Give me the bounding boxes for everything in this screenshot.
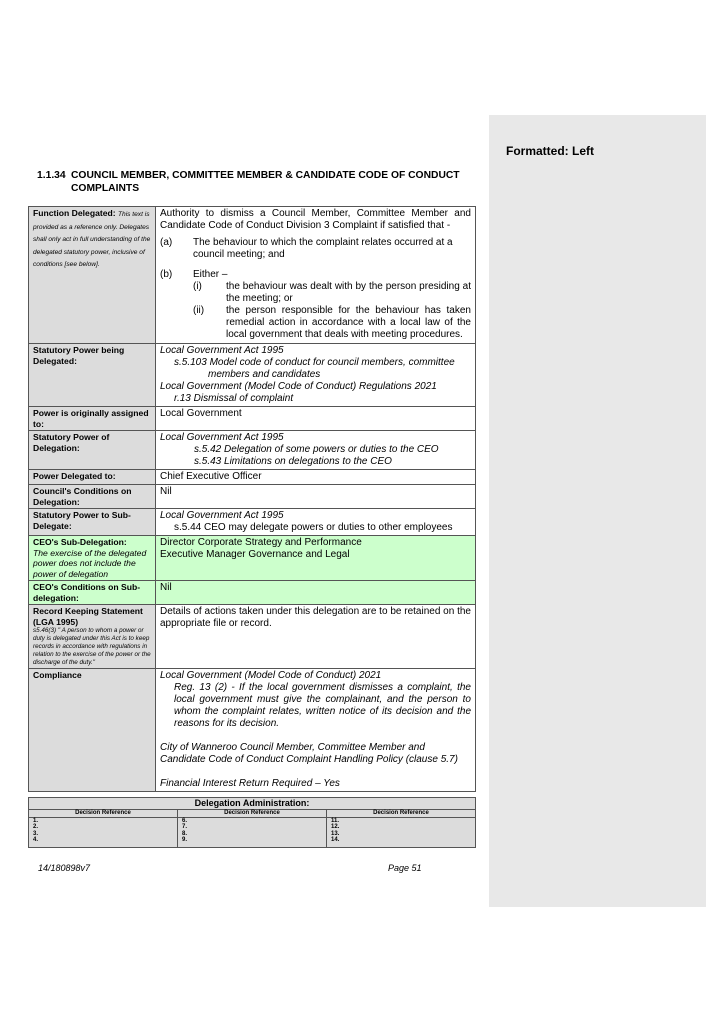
- function-item-b: (b) Either –: [160, 269, 228, 280]
- row-assigned: [29, 407, 476, 431]
- label-record: Record Keeping Statement (LGA 1995) s5.46(3) " A person to whom a power or duty is delegated under this Act is to keep records in accordance with regulations in relation to the exercise of the power or the discharge of the duty.": [29, 605, 156, 669]
- value-statutory-delegation: Local Government Act 1995 s.5.42 Delegation of some powers or duties to the CEO s.5.43 Limitations on delegations to the CEO: [156, 431, 476, 470]
- label-delegated-to: Power Delegated to:: [29, 470, 156, 485]
- row-statutory-delegation: [29, 431, 476, 470]
- value-council-conditions: Nil: [156, 485, 476, 509]
- label-sub-delegate: Statutory Power to Sub-Delegate:: [29, 509, 156, 536]
- function-note: This text is provided as a reference only. Delegates shall only act in full understanding of the delegated statutory power, inclusive of conditions [see below].: [33, 211, 151, 268]
- label-statutory-delegation: Statutory Power of Delegation:: [29, 431, 156, 470]
- row-function: [29, 207, 476, 344]
- comment-pane: [489, 115, 706, 907]
- admin-col-header-1: Decision Reference: [29, 810, 178, 818]
- admin-col-2: 6. 7. 8. 9.: [178, 817, 327, 847]
- label-council-conditions: Council's Conditions on Delegation:: [29, 485, 156, 509]
- function-item-ii: (ii) the person responsible for the behaviour has taken remedial action in accordance with a local law of the local government that deals with meeting procedures.: [193, 305, 471, 340]
- value-assigned: Local Government: [156, 407, 476, 431]
- row-compliance: [29, 669, 476, 792]
- delegation-table: [28, 206, 476, 792]
- row-sub-delegate: [29, 509, 476, 536]
- row-ceo-conditions: [29, 581, 476, 605]
- row-delegated-to: [29, 470, 476, 485]
- function-item-a: (a) The behaviour to which the complaint relates occurred at a council meeting; and: [160, 237, 453, 260]
- label-statutory: Statutory Power being Delegated:: [29, 344, 156, 407]
- label-assigned: Power is originally assigned to:: [29, 407, 156, 431]
- admin-title: Delegation Administration:: [29, 798, 476, 810]
- label-ceo-sub: CEO's Sub-Delegation: The exercise of the delegated power does not include the power of delegation: [29, 536, 156, 581]
- admin-col-header-3: Decision Reference: [327, 810, 476, 818]
- value-statutory: Local Government Act 1995 s.5.103 Model code of conduct for council members, committee members and candidates Local Government (Model Code of Conduct) Regulations 2021 r.13 Dismissal of complaint: [156, 344, 476, 407]
- label-ceo-conditions: CEO's Conditions on Sub-delegation:: [29, 581, 156, 605]
- admin-col-1: 1. 2. 3. 4.: [29, 817, 178, 847]
- section-title: COUNCIL MEMBER, COMMITTEE MEMBER & CANDIDATE CODE OF CONDUCT COMPLAINTS: [71, 170, 460, 194]
- record-note: s5.46(3) " A person to whom a power or duty is delegated under this Act is to keep records in accordance with regulations in relation to the exercise of the power or the discharge of the duty.": [33, 627, 151, 666]
- value-sub-delegate: Local Government Act 1995 s.5.44 CEO may delegate powers or duties to other employees: [156, 509, 476, 536]
- value-ceo-sub: Director Corporate Strategy and Performance Executive Manager Governance and Legal: [156, 536, 476, 581]
- value-compliance: Local Government (Model Code of Conduct) 2021 Reg. 13 (2) - If the local government dismisses a complaint, the local government must give the complainant, and the person to whom the complaint relates, written notice of its decision and the reasons for its decision. City of Wanneroo Council Member, Committee Member and Candidate Code of Conduct Complaint Handling Policy (clause 5.7) Financial Interest Return Required – Yes: [156, 669, 476, 792]
- document-reference: 14/180898v7: [38, 863, 91, 873]
- value-delegated-to: Chief Executive Officer: [156, 470, 476, 485]
- row-council-conditions: [29, 485, 476, 509]
- ceo-sub-note: The exercise of the delegated power does not include the power of delegation: [33, 547, 147, 579]
- section-number: 1.1.34: [37, 170, 66, 181]
- comment-title: Formatted: Left: [506, 144, 594, 158]
- page-number: Page 51: [388, 863, 422, 873]
- admin-col-header-2: Decision Reference: [178, 810, 327, 818]
- value-ceo-conditions: Nil: [156, 581, 476, 605]
- value-record: Details of actions taken under this delegation are to be retained on the appropriate file or record.: [156, 605, 476, 669]
- admin-col-3: 11. 12. 13. 14.: [327, 817, 476, 847]
- value-function: [156, 207, 476, 344]
- function-item-i: (i) the behaviour was dealt with by the person presiding at the meeting; or: [193, 281, 471, 304]
- function-intro: Authority to dismiss a Council Member, Committee Member and Candidate Code of Conduct Division 3 Complaint if satisfied that -: [160, 208, 471, 231]
- label-compliance: Compliance: [29, 669, 156, 792]
- row-record: [29, 605, 476, 669]
- delegation-administration-table: [28, 797, 476, 848]
- row-statutory: [29, 344, 476, 407]
- label-function: Function Delegated: This text is provided as a reference only. Delegates shall only act in full understanding of the delegated statutory power, inclusive of conditions [see below].: [29, 207, 156, 344]
- row-ceo-sub: [29, 536, 476, 581]
